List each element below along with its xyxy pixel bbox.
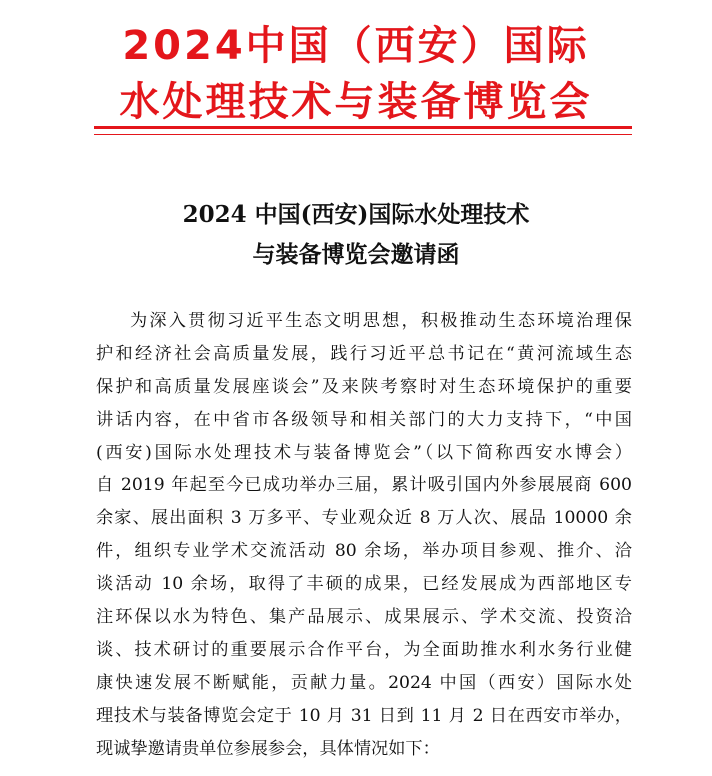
- letterhead-rule-thick: [94, 126, 632, 129]
- body-line: 为深入贯彻习近平生态文明思想，积极推动生态环境治理保: [130, 311, 632, 331]
- body-line: 现诚挚邀请贵单位参展参会，具体情况如下：: [96, 738, 440, 759]
- letterhead-line-1: 2024中国（西安）国际: [122, 23, 590, 69]
- letterhead-rule-thin: [94, 134, 632, 135]
- letterhead-line-2: 水处理技术与装备博览会: [119, 79, 593, 125]
- body-line: 康快速发展不断赋能，贡献力量。2024 中国（西安）国际水处: [96, 672, 632, 693]
- body-line: 余家、展出面积 3 万多平、专业观众近 8 万人次、展品 10000 余: [96, 508, 632, 529]
- body-line: 护和经济社会高质量发展，践行习近平总书记在“黄河流域生态: [96, 343, 632, 364]
- body-line: 理技术与装备博览会定于 10 月 31 日到 11 月 2 日在西安市举办，: [96, 705, 632, 726]
- body-line: (西安)国际水处理技术与装备博览会”（以下简称西安水博会）: [96, 442, 632, 463]
- body-line: 讲话内容，在中省市各级领导和相关部门的大力支持下，“中国: [96, 409, 632, 430]
- body-line: 自 2019 年起至今已成功举办三届，累计吸引国内外参展展商 600: [96, 475, 632, 496]
- body-line: 保护和高质量发展座谈会”及来陕考察时对生态环境保护的重要: [96, 376, 632, 397]
- document-title-line-2: 与装备博览会邀请函: [252, 241, 460, 268]
- document-title-line-1: 2024 中国(西安)国际水处理技术: [182, 201, 530, 228]
- body-line: 注环保以水为特色、集产品展示、成果展示、学术交流、投资洽: [96, 607, 632, 628]
- letterhead: [0, 0, 712, 140]
- body-line: 谈、技术研讨的重要展示合作平台，为全面助推水利水务行业健: [96, 639, 632, 660]
- invitation-body: [96, 305, 632, 765]
- body-line: 件，组织专业学术交流活动 80 余场，举办项目参观、推介、洽: [96, 541, 632, 562]
- body-line: 谈活动 10 余场，取得了丰硕的成果，已经发展成为西部地区专: [96, 574, 632, 595]
